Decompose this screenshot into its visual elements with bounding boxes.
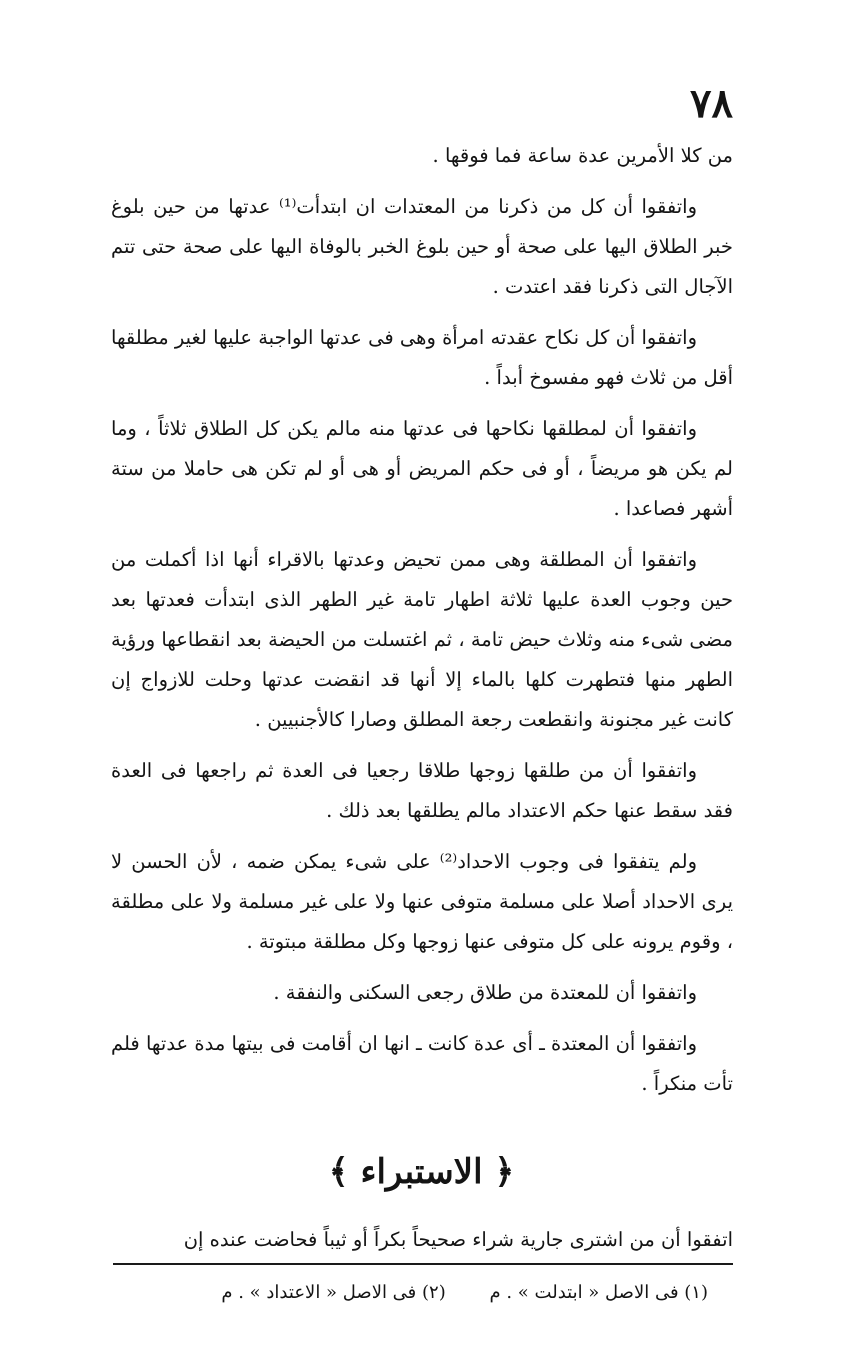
- paragraph-continuation: من كلا الأمرين عدة ساعة فما فوقها .: [432, 144, 733, 167]
- paragraph: واتفقوا أن للمعتدة من طلاق رجعى السكنى والنفقة .: [273, 981, 697, 1004]
- paragraph: واتفقوا أن كل من ذكرنا من المعتدات ان ابتدأت⁽¹⁾ عدتها من حين بلوغ خبر الطلاق اليها على صحة أو حين بلوغ الخبر بالوفاة اليها على صحة حتى تتم الآجال التى ذكرنا فقد اعتدت .: [111, 195, 733, 298]
- footnote-divider: [113, 1263, 733, 1265]
- paragraph: ولم يتفقوا فى وجوب الاحداد⁽²⁾ على شىء يمكن ضمه ، لأن الحسن لا يرى الاحداد أصلا على مسلمة متوفى عنها ولا على غير مسلمة ولا على مطلقة ، وقوم يرونه على كل متوفى عنها زوجها وكل مطلقة مبتوتة .: [111, 850, 733, 953]
- paragraph: واتفقوا أن كل نكاح عقدته امرأة وهى فى عدتها الواجبة عليها لغير مطلقها أقل من ثلاث فهو مفسوخ أبداً .: [111, 326, 733, 389]
- section-heading-wrap: [0, 1148, 843, 1197]
- footnote: (٢) فى الاصل « الاعتداد » . م: [221, 1282, 446, 1303]
- section-first-line: اتفقوا أن من اشترى جارية شراء صحيحاً بكراً أو ثيباً فحاضت عنده إن: [183, 1228, 733, 1251]
- page-number: ٧٨: [690, 80, 733, 127]
- paragraph: واتفقوا أن لمطلقها نكاحها فى عدتها منه مالم يكن كل الطلاق ثلاثاً ، وما لم يكن هو مريضاً ، أو فى حكم المريض أو هى أو لم تكن هى حاملا من ستة أشهر فصاعدا .: [111, 417, 733, 520]
- section-heading: ﴿ الاستبراء ﴾: [328, 1152, 515, 1192]
- footnotes: [108, 1278, 708, 1308]
- paragraph: واتفقوا أن المعتدة ـ أى عدة كانت ـ انها ان أقامت فى بيتها مدة عدتها فلم تأت منكراً .: [111, 1032, 733, 1095]
- footnote: (١) فى الاصل « ابتدلت » . م: [489, 1282, 708, 1303]
- paragraph: واتفقوا أن المطلقة وهى ممن تحيض وعدتها بالاقراء أنها اذا أكملت من حين وجوب العدة عليها ثلاثة اطهار تامة غير الطهر الذى ابتدأت فعدتها بعد مضى شىء منه وثلاث حيض تامة ، ثم اغتسلت من الحيضة بعد انقطاعها ورؤية الطهر منها فتطهرت كلها بالماء إلا أنها قد انقضت عدتها وحلت للازواج إن كانت غير مجنونة وانقطعت رجعة المطلق وصارا كالأجنبيين .: [111, 548, 733, 731]
- main-text: [111, 136, 733, 1115]
- paragraph: واتفقوا أن من طلقها زوجها طلاقا رجعيا فى العدة ثم راجعها فى العدة فقد سقط عنها حكم الاعتداد مالم يطلقها بعد ذلك .: [111, 759, 733, 822]
